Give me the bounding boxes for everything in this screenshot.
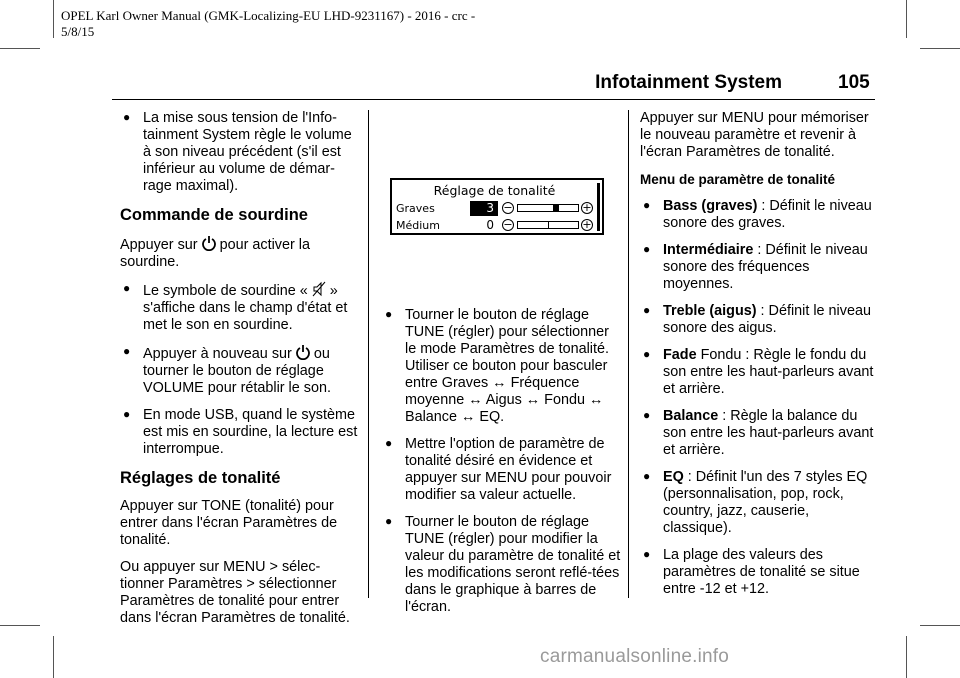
paragraph: Ou appuyer sur MENU > sélec-tionner Paramètres > sélectionner Paramètres de tonalité pour entrer dans l'écran Paramètres de tonalité. — [120, 559, 350, 626]
bullet-glyph: ● — [385, 307, 393, 321]
middle-column — [382, 307, 622, 626]
bullet-text: La mise sous tension de l'Info-tainment System règle le volume à son niveau précédent (s'il est inférieur au volume de démar-rage maximal). — [143, 110, 352, 194]
page-number: 105 — [838, 72, 870, 93]
mute-intro-text: Appuyer sur — [120, 237, 198, 253]
display-row — [396, 218, 596, 234]
mute-intro-text: pour activer la sourdine. — [120, 237, 310, 270]
bullet-text: ou tourner le bouton de réglage VOLUME pour rétablir le son. — [143, 346, 331, 396]
display-row-name: Graves — [396, 202, 435, 215]
item-label: Balance — [663, 408, 719, 424]
display-scrollbar — [597, 183, 600, 231]
crop-mark — [53, 636, 54, 678]
list-item — [640, 408, 880, 459]
bullet-glyph: ● — [123, 344, 131, 358]
bullet-glyph: ● — [643, 347, 651, 361]
heading-mute: Commande de sourdine — [120, 206, 308, 224]
bullet-glyph: ● — [385, 436, 393, 450]
list-item — [382, 307, 622, 426]
bullet-glyph: ● — [385, 514, 393, 528]
list-item — [640, 303, 880, 337]
bullet-glyph: ● — [123, 407, 131, 421]
item-text: : Définit le niveau sonore des graves. — [663, 198, 872, 231]
list-item — [640, 547, 880, 598]
display-row — [396, 201, 596, 217]
section-title: Infotainment System — [595, 72, 782, 93]
list-item — [640, 469, 880, 537]
power-icon — [202, 235, 216, 251]
list-item — [640, 242, 880, 293]
bullet-glyph: ● — [643, 303, 651, 317]
power-icon — [296, 344, 310, 360]
bullet-text: Tourner le bouton de réglage TUNE (régler) pour sélectionner le mode Paramètres de tonalité. Utiliser ce bouton pour basculer entre Graves ↔ Fréquence moyenne ↔ Aigus ↔ Fondu ↔ Balance ↔ EQ. — [405, 307, 609, 425]
item-text: : Définit le niveau sonore des aigus. — [663, 303, 871, 336]
document-header-line1: OPEL Karl Owner Manual (GMK-Localizing-EU LHD-9231167) - 2016 - crc - — [61, 8, 476, 23]
display-row-value: 3 — [470, 201, 498, 216]
level-knob — [553, 205, 559, 211]
item-label: Bass (graves) — [663, 198, 758, 214]
heading-tone-menu: Menu de paramètre de tonalité — [640, 172, 836, 187]
list-item — [640, 347, 880, 398]
plus-icon: + — [582, 201, 592, 214]
crop-mark — [920, 48, 960, 49]
item-text: : Règle la balance du son entre les haut-parleurs avant et arrière. — [663, 408, 874, 458]
list-item — [640, 198, 880, 232]
tone-settings-display — [390, 178, 604, 235]
item-label: Fade — [663, 347, 697, 363]
display-row-name: Médium — [396, 219, 440, 232]
bullet-text: La plage des valeurs des paramètres de tonalité se situe entre -12 et +12. — [663, 547, 860, 597]
level-bar — [517, 204, 579, 212]
item-text: Fondu : Règle le fondu du son entre les haut-parleurs avant et arrière. — [663, 347, 874, 397]
list-item — [120, 110, 360, 195]
mute-intro — [120, 235, 360, 271]
bullet-glyph: ● — [643, 242, 651, 256]
watermark[interactable]: carmanualsonline.info — [540, 646, 730, 667]
plus-icon: + — [582, 218, 592, 231]
bullet-glyph: ● — [643, 408, 651, 422]
level-knob — [548, 222, 549, 228]
crop-mark — [906, 0, 907, 38]
level-bar — [517, 221, 579, 229]
list-item — [120, 344, 360, 397]
bullet-glyph: ● — [643, 547, 651, 561]
bullet-text: » s'affiche dans le champ d'état et met le son en sourdine. — [143, 283, 348, 333]
item-label: Treble (aigus) — [663, 303, 757, 319]
crop-mark — [53, 0, 54, 38]
item-text: : Définit le niveau sonore des fréquences moyennes. — [663, 242, 868, 292]
mute-icon — [312, 281, 326, 297]
crop-mark — [920, 625, 960, 626]
header-rule — [112, 99, 875, 100]
column-separator — [628, 110, 629, 598]
heading-tone: Réglages de tonalité — [120, 469, 281, 487]
bullet-glyph: ● — [123, 281, 131, 295]
document-header — [61, 8, 521, 40]
bullet-text: Tourner le bouton de réglage TUNE (régler) pour modifier la valeur du paramètre de tonalité et les modifications seront reflé-tées dans le graphique à barres de l'écran. — [405, 514, 621, 615]
bullet-text: Le symbole de sourdine « — [143, 283, 308, 299]
item-label: EQ — [663, 469, 684, 485]
minus-icon: − — [503, 218, 513, 231]
bullet-glyph: ● — [643, 469, 651, 483]
bullet-glyph: ● — [123, 110, 131, 124]
crop-mark — [0, 48, 40, 49]
column-separator — [368, 110, 369, 598]
paragraph: Appuyer sur MENU pour mémoriser le nouveau paramètre et revenir à l'écran Paramètres de tonalité. — [640, 110, 869, 160]
bullet-text: Mettre l'option de paramètre de tonalité désiré en évidence et appuyer sur MENU pour pouvoir modifier sa valeur actuelle. — [405, 436, 612, 503]
minus-icon: − — [503, 201, 513, 214]
right-column — [640, 110, 880, 608]
crop-mark — [906, 636, 907, 678]
item-label: Intermédiaire — [663, 242, 754, 258]
list-item — [382, 514, 622, 616]
crop-mark — [0, 625, 40, 626]
list-item — [120, 407, 360, 458]
paragraph: Appuyer sur TONE (tonalité) pour entrer dans l'écran Paramètres de tonalité. — [120, 498, 338, 548]
item-text: : Définit l'un des 7 styles EQ (personnalisation, pop, rock, country, jazz, causerie, classique). — [663, 469, 868, 536]
list-item — [120, 281, 360, 334]
bullet-text: En mode USB, quand le système est mis en sourdine, la lecture est interrompue. — [143, 407, 358, 457]
left-column — [120, 110, 360, 637]
bullet-glyph: ● — [643, 198, 651, 212]
document-header-line2: 5/8/15 — [61, 24, 95, 39]
display-row-value: 0 — [486, 218, 494, 232]
bullet-text: Appuyer à nouveau sur — [143, 346, 292, 362]
display-title: Réglage de tonalité — [433, 183, 556, 198]
list-item — [382, 436, 622, 504]
